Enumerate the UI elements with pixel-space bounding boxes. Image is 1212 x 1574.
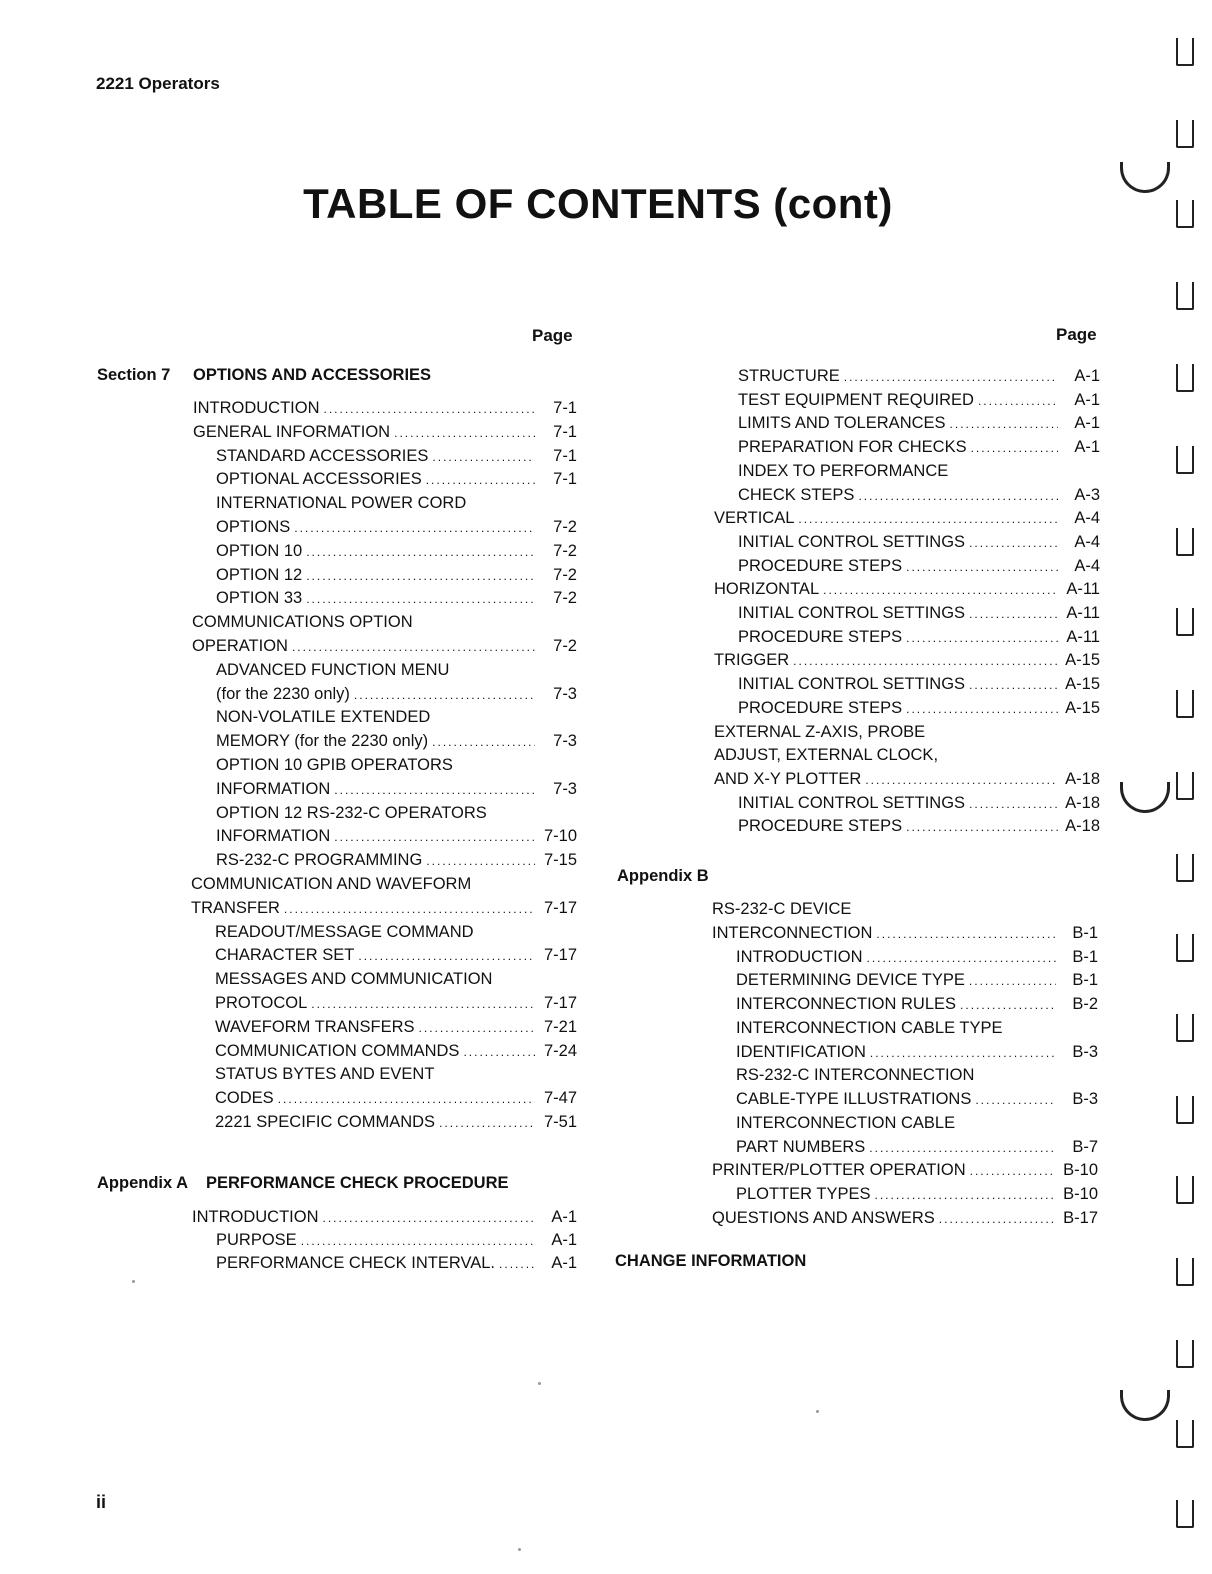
toc-entry-page: 7-2 <box>553 637 577 655</box>
dot-leader <box>969 792 1058 816</box>
scan-speck <box>816 1410 819 1413</box>
toc-entry[interactable] <box>738 364 1100 388</box>
change-information-heading: CHANGE INFORMATION <box>615 1252 807 1270</box>
toc-entry-page: A-15 <box>1065 675 1100 693</box>
toc-entry-title: CABLE-TYPE ILLUSTRATIONS <box>736 1090 972 1108</box>
toc-entry-title: PRINTER/PLOTTER OPERATION <box>712 1161 966 1179</box>
toc-entry[interactable] <box>215 991 577 1015</box>
dot-leader <box>419 1016 535 1040</box>
dot-leader <box>284 897 535 921</box>
toc-entry-title-line: COMMUNICATIONS OPTION <box>192 613 413 631</box>
toc-entry-page: 7-3 <box>553 685 577 703</box>
dot-leader <box>906 815 1058 839</box>
dot-leader <box>876 922 1056 946</box>
toc-entry[interactable] <box>192 634 577 658</box>
dot-leader <box>798 507 1058 531</box>
toc-entry-title-line: COMMUNICATION AND WAVEFORM <box>191 875 472 893</box>
toc-entry-page: B-10 <box>1063 1185 1098 1203</box>
toc-entry-page: A-1 <box>1074 367 1100 385</box>
toc-entry[interactable] <box>738 696 1100 720</box>
toc-entry[interactable] <box>714 506 1100 530</box>
toc-entry-page: A-18 <box>1065 794 1100 812</box>
binder-hole <box>1176 1340 1194 1368</box>
toc-entry-page: A-4 <box>1074 509 1100 527</box>
toc-entry-title-line: MESSAGES AND COMMUNICATION <box>215 970 493 988</box>
dot-leader <box>969 969 1056 993</box>
dot-leader <box>870 1041 1056 1065</box>
toc-entry-title-line: ADVANCED FUNCTION MENU <box>216 661 450 679</box>
toc-entry-page: 7-2 <box>553 542 577 560</box>
dot-leader <box>844 365 1058 389</box>
toc-entry[interactable] <box>712 921 1098 945</box>
toc-entry-page: A-1 <box>551 1208 577 1226</box>
toc-entry-title-line: STATUS BYTES AND EVENT <box>215 1065 435 1083</box>
toc-entry-title: CHECK STEPS <box>738 486 855 504</box>
toc-entry-page: A-1 <box>1074 414 1100 432</box>
binder-ring-mark <box>1120 782 1170 813</box>
toc-entry-title: PREPARATION FOR CHECKS <box>738 438 967 456</box>
toc-entry-title: TEST EQUIPMENT REQUIRED <box>738 391 974 409</box>
toc-entry[interactable] <box>736 968 1098 992</box>
toc-entry-title: GENERAL INFORMATION <box>193 423 391 441</box>
dot-leader <box>970 1159 1056 1183</box>
dot-leader <box>301 1229 535 1253</box>
toc-entry[interactable] <box>738 388 1100 412</box>
binder-hole <box>1176 1500 1194 1528</box>
toc-entry[interactable] <box>216 444 577 468</box>
toc-entry-page: B-3 <box>1072 1043 1098 1061</box>
toc-entry-title: CHARACTER SET <box>215 946 355 964</box>
dot-leader <box>906 555 1058 579</box>
dot-leader <box>499 1252 535 1276</box>
toc-entry-page: 7-1 <box>553 399 577 417</box>
toc-entry[interactable] <box>738 601 1100 625</box>
toc-entry[interactable] <box>736 992 1098 1016</box>
binder-hole <box>1176 772 1194 800</box>
running-header: 2221 Operators <box>96 74 220 93</box>
toc-entry-title: INITIAL CONTROL SETTINGS <box>738 675 966 693</box>
dot-leader <box>858 484 1058 508</box>
dot-leader <box>906 697 1058 721</box>
toc-entry-title: PROCEDURE STEPS <box>738 628 903 646</box>
toc-entry[interactable] <box>216 1251 577 1275</box>
toc-entry-page: 7-51 <box>543 1113 577 1131</box>
toc-entry-title: LIMITS AND TOLERANCES <box>738 414 946 432</box>
toc-entry[interactable] <box>736 1135 1098 1159</box>
toc-entry[interactable] <box>216 515 577 539</box>
toc-entry[interactable] <box>191 896 577 920</box>
toc-entry-title: OPTION 10 <box>216 542 303 560</box>
toc-entry-page: B-2 <box>1072 995 1098 1013</box>
dot-leader <box>793 649 1058 673</box>
toc-entry[interactable] <box>215 943 577 967</box>
toc-entry-title: MEMORY (for the 2230 only) <box>216 732 429 750</box>
binder-hole <box>1176 446 1194 474</box>
toc-entry[interactable] <box>215 1015 577 1039</box>
toc-entry-page: A-4 <box>1074 533 1100 551</box>
binder-hole <box>1176 1096 1194 1124</box>
toc-entry-title: INTERCONNECTION RULES <box>736 995 957 1013</box>
toc-entry-page: 7-15 <box>543 851 577 869</box>
toc-entry[interactable] <box>216 467 577 491</box>
toc-entry-title: INTRODUCTION <box>192 1208 319 1226</box>
toc-entry-page: A-1 <box>1074 391 1100 409</box>
toc-entry-title: PERFORMANCE CHECK INTERVAL. <box>216 1254 496 1272</box>
dot-leader <box>324 397 536 421</box>
toc-entry[interactable] <box>216 848 577 872</box>
toc-entry-title: TRANSFER <box>191 899 280 917</box>
toc-entry-title: INFORMATION <box>216 780 331 798</box>
toc-entry[interactable] <box>215 1039 577 1063</box>
binder-hole <box>1176 1420 1194 1448</box>
toc-entry-title: TRIGGER <box>714 651 790 669</box>
toc-entry-title: WAVEFORM TRANSFERS <box>215 1018 415 1036</box>
toc-entry[interactable] <box>738 625 1100 649</box>
toc-entry[interactable] <box>216 539 577 563</box>
toc-entry-page: 7-17 <box>543 946 577 964</box>
dot-leader <box>292 635 535 659</box>
toc-entry-page: B-1 <box>1072 924 1098 942</box>
toc-entry-title: PROCEDURE STEPS <box>738 699 903 717</box>
toc-entry-page: 7-21 <box>543 1018 577 1036</box>
toc-entry-title: RS-232-C PROGRAMMING <box>216 851 423 869</box>
toc-entry[interactable] <box>216 777 577 801</box>
dot-leader <box>439 1111 535 1135</box>
toc-entry-page: A-15 <box>1065 651 1100 669</box>
toc-entry-page: A-15 <box>1065 699 1100 717</box>
toc-entry-title: HORIZONTAL <box>714 580 820 598</box>
dot-leader <box>354 683 535 707</box>
toc-entry-page: 7-10 <box>543 827 577 845</box>
toc-entry-title: PROTOCOL <box>215 994 308 1012</box>
binder-hole <box>1176 1014 1194 1042</box>
toc-entry-title: INTRODUCTION <box>736 948 863 966</box>
scan-speck <box>518 1548 521 1551</box>
toc-entry-page: A-1 <box>551 1231 577 1249</box>
binder-hole <box>1176 364 1194 392</box>
dot-leader <box>969 602 1058 626</box>
toc-entry[interactable] <box>738 554 1100 578</box>
toc-entry-title: INITIAL CONTROL SETTINGS <box>738 533 966 551</box>
dot-leader <box>294 516 535 540</box>
binder-hole <box>1176 934 1194 962</box>
binder-hole <box>1176 854 1194 882</box>
toc-entry[interactable] <box>738 530 1100 554</box>
dot-leader <box>311 992 535 1016</box>
toc-entry-title-line: NON-VOLATILE EXTENDED <box>216 708 431 726</box>
toc-entry[interactable] <box>736 1040 1098 1064</box>
toc-entry-page: A-11 <box>1066 628 1100 646</box>
binder-hole <box>1176 200 1194 228</box>
toc-entry[interactable] <box>712 1158 1098 1182</box>
toc-entry-page: B-10 <box>1063 1161 1098 1179</box>
toc-entry[interactable] <box>736 1182 1098 1206</box>
toc-entry-page: 7-2 <box>553 518 577 536</box>
toc-entry-page: A-1 <box>551 1254 577 1272</box>
toc-entry-title-line: EXTERNAL Z-AXIS, PROBE <box>714 723 926 741</box>
toc-entry-page: 7-1 <box>553 470 577 488</box>
dot-leader <box>278 1087 535 1111</box>
dot-leader <box>306 587 535 611</box>
toc-entry-title: PROCEDURE STEPS <box>738 557 903 575</box>
dot-leader <box>334 825 535 849</box>
binder-ring-mark <box>1120 1390 1170 1421</box>
toc-entry[interactable] <box>215 1110 577 1134</box>
toc-entry-title: VERTICAL <box>714 509 795 527</box>
toc-entry-page: A-3 <box>1074 486 1100 504</box>
toc-entry-title-line: INTERCONNECTION CABLE TYPE <box>736 1019 1003 1037</box>
toc-entry-title: PLOTTER TYPES <box>736 1185 871 1203</box>
toc-entry[interactable] <box>738 411 1100 435</box>
dot-leader <box>426 468 535 492</box>
dot-leader <box>969 673 1058 697</box>
dot-leader <box>358 944 535 968</box>
toc-entry-title: STANDARD ACCESSORIES <box>216 447 429 465</box>
toc-entry-title-line: INDEX TO PERFORMANCE <box>738 462 949 480</box>
toc-entry[interactable] <box>216 1228 577 1252</box>
dot-leader <box>867 946 1057 970</box>
dot-leader <box>463 1040 535 1064</box>
toc-entry-title: 2221 SPECIFIC COMMANDS <box>215 1113 436 1131</box>
dot-leader <box>334 778 535 802</box>
toc-entry-title: COMMUNICATION COMMANDS <box>215 1042 460 1060</box>
toc-entry-page: A-11 <box>1066 580 1100 598</box>
toc-entry-title: PURPOSE <box>216 1231 297 1249</box>
binder-hole <box>1176 608 1194 636</box>
toc-entry-page: A-4 <box>1074 557 1100 575</box>
dot-leader <box>394 421 535 445</box>
section-7-title: OPTIONS AND ACCESSORIES <box>193 366 432 384</box>
toc-entry[interactable] <box>712 1206 1098 1230</box>
binder-hole <box>1176 38 1194 66</box>
toc-entry-title: PART NUMBERS <box>736 1138 866 1156</box>
toc-entry-title: STRUCTURE <box>738 367 840 385</box>
toc-entry-title: QUESTIONS AND ANSWERS <box>712 1209 935 1227</box>
toc-entry[interactable] <box>193 396 577 420</box>
toc-entry[interactable] <box>193 420 577 444</box>
dot-leader <box>823 578 1058 602</box>
toc-entry-page: 7-1 <box>553 423 577 441</box>
toc-entry-page: 7-3 <box>553 780 577 798</box>
toc-entry[interactable] <box>736 945 1098 969</box>
toc-entry[interactable] <box>216 682 577 706</box>
toc-entry[interactable] <box>738 814 1100 838</box>
toc-entry-title: AND X-Y PLOTTER <box>714 770 862 788</box>
toc-entry-page: A-11 <box>1066 604 1100 622</box>
toc-entry-page: 7-1 <box>553 447 577 465</box>
toc-entry-title: INFORMATION <box>216 827 331 845</box>
toc-entry[interactable] <box>216 586 577 610</box>
toc-entry-page: 7-17 <box>543 994 577 1012</box>
toc-entry[interactable] <box>216 729 577 753</box>
toc-entry-title-line: ADJUST, EXTERNAL CLOCK, <box>714 746 939 764</box>
scan-speck <box>132 1280 135 1283</box>
toc-entry[interactable] <box>215 1086 577 1110</box>
toc-entry-title-line: RS-232-C DEVICE <box>712 900 852 918</box>
page-number: ii <box>96 1492 107 1512</box>
toc-entry-title: OPTION 12 <box>216 566 303 584</box>
binder-hole <box>1176 690 1194 718</box>
toc-entry-title-line: OPTION 10 GPIB OPERATORS <box>216 756 453 774</box>
binder-hole <box>1176 528 1194 556</box>
dot-leader <box>975 1088 1056 1112</box>
toc-entry-title-line: READOUT/MESSAGE COMMAND <box>215 923 474 941</box>
dot-leader <box>969 531 1058 555</box>
toc-entry-page: 7-47 <box>543 1089 577 1107</box>
toc-entry-title: IDENTIFICATION <box>736 1043 866 1061</box>
dot-leader <box>432 445 535 469</box>
toc-entry[interactable] <box>738 791 1100 815</box>
toc-entry-page: A-18 <box>1065 770 1100 788</box>
dot-leader <box>323 1206 536 1230</box>
page-column-label-left: Page <box>532 326 573 345</box>
appendix-b-label: Appendix B <box>617 867 709 885</box>
toc-entry[interactable] <box>192 1205 577 1229</box>
section-7-label: Section 7 <box>97 366 171 384</box>
scan-speck <box>538 1382 541 1385</box>
toc-entry-page: B-3 <box>1072 1090 1098 1108</box>
dot-leader <box>432 730 535 754</box>
page-title: TABLE OF CONTENTS (cont) <box>303 180 893 227</box>
toc-entry-title-line: INTERCONNECTION CABLE <box>736 1114 956 1132</box>
toc-entry-title-line: INTERNATIONAL POWER CORD <box>216 494 467 512</box>
dot-leader <box>950 412 1058 436</box>
binder-hole <box>1176 282 1194 310</box>
dot-leader <box>306 564 535 588</box>
toc-entry[interactable] <box>738 483 1100 507</box>
toc-entry-page: A-1 <box>1074 438 1100 456</box>
dot-leader <box>978 389 1058 413</box>
toc-entry[interactable] <box>714 767 1100 791</box>
toc-entry-title: INITIAL CONTROL SETTINGS <box>738 604 966 622</box>
toc-entry-page: A-18 <box>1065 817 1100 835</box>
toc-entry-title-line: RS-232-C INTERCONNECTION <box>736 1066 975 1084</box>
toc-entry[interactable] <box>714 577 1100 601</box>
binder-hole <box>1176 1258 1194 1286</box>
toc-entry-title: CODES <box>215 1089 274 1107</box>
toc-entry-page: B-1 <box>1072 948 1098 966</box>
dot-leader <box>939 1207 1056 1231</box>
binder-hole <box>1176 120 1194 148</box>
dot-leader <box>906 626 1058 650</box>
dot-leader <box>426 849 535 873</box>
toc-entry-title-line: OPTION 12 RS-232-C OPERATORS <box>216 804 487 822</box>
toc-entry-title: OPTION 33 <box>216 589 303 607</box>
toc-entry-page: B-17 <box>1063 1209 1098 1227</box>
appendix-a-label: Appendix A <box>97 1174 189 1192</box>
dot-leader <box>869 1136 1056 1160</box>
toc-entry-title: INITIAL CONTROL SETTINGS <box>738 794 966 812</box>
toc-entry[interactable] <box>738 435 1100 459</box>
dot-leader <box>306 540 535 564</box>
toc-entry[interactable] <box>714 648 1100 672</box>
toc-entry-page: 7-24 <box>543 1042 577 1060</box>
toc-entry[interactable] <box>738 672 1100 696</box>
toc-entry-title: INTERCONNECTION <box>712 924 873 942</box>
toc-entry[interactable] <box>736 1087 1098 1111</box>
toc-entry-title: OPTIONS <box>216 518 291 536</box>
toc-entry-title: INTRODUCTION <box>193 399 320 417</box>
toc-entry[interactable] <box>216 563 577 587</box>
dot-leader <box>865 768 1058 792</box>
dot-leader <box>960 993 1056 1017</box>
toc-entry-title: OPTIONAL ACCESSORIES <box>216 470 422 488</box>
toc-entry-title: OPERATION <box>192 637 288 655</box>
dot-leader <box>874 1183 1056 1207</box>
toc-entry-title: DETERMINING DEVICE TYPE <box>736 971 965 989</box>
toc-entry-title: (for the 2230 only) <box>216 685 350 703</box>
toc-entry-page: 7-2 <box>553 566 577 584</box>
toc-entry-title: PROCEDURE STEPS <box>738 817 903 835</box>
toc-entry-page: 7-17 <box>543 899 577 917</box>
page-column-label-right: Page <box>1056 325 1097 344</box>
toc-entry-page: 7-2 <box>553 589 577 607</box>
binder-hole <box>1176 1176 1194 1204</box>
toc-entry-page: 7-3 <box>553 732 577 750</box>
dot-leader <box>971 436 1058 460</box>
toc-entry-page: B-7 <box>1072 1138 1098 1156</box>
toc-entry[interactable] <box>216 824 577 848</box>
toc-entry-page: B-1 <box>1072 971 1098 989</box>
appendix-a-title: PERFORMANCE CHECK PROCEDURE <box>206 1174 509 1192</box>
